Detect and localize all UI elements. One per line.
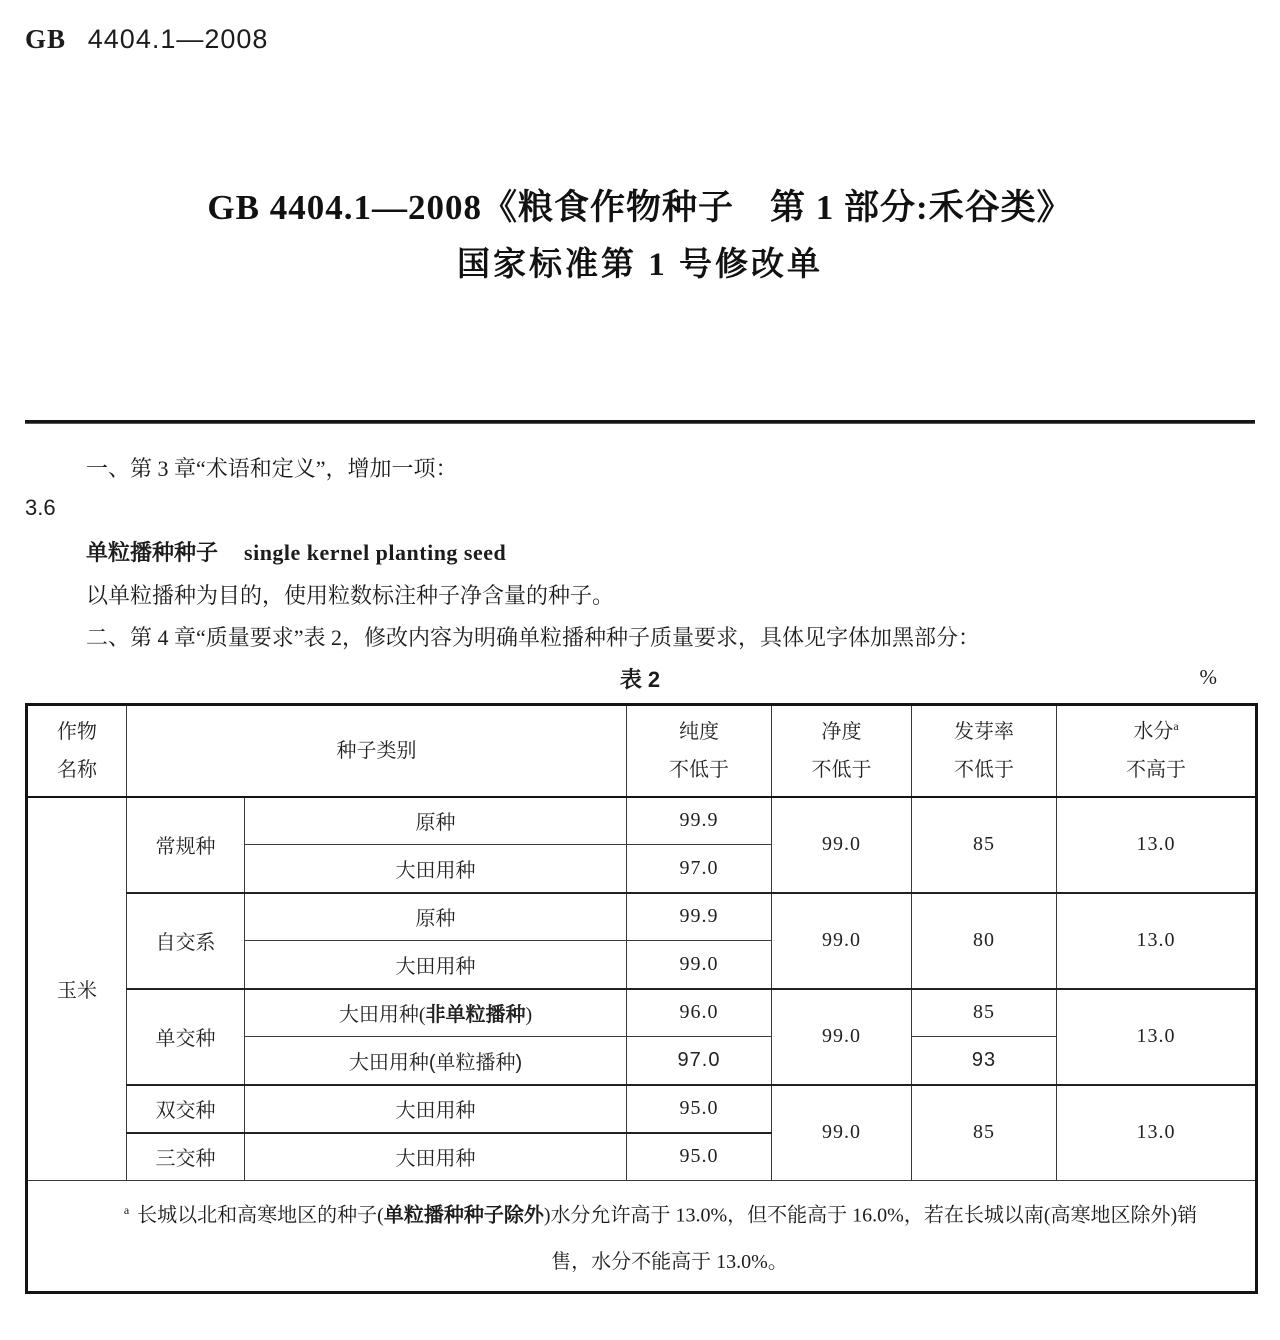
- table-caption-row: [25, 663, 1255, 697]
- table-caption: 表 2: [619, 667, 661, 692]
- seed-type-cell: 大田用种: [245, 941, 627, 989]
- moisture-cell: 13.0: [1057, 989, 1257, 1085]
- paragraph-amendment-2: 二、第 4 章“质量要求”表 2，修改内容为明确单粒播种种子质量要求，具体见字体加黑部分：: [86, 625, 981, 650]
- header-moisture: 水分$^a$ 不高于: [1057, 705, 1257, 797]
- moisture-cell: 13.0: [1057, 893, 1257, 989]
- doc-code-prefix: GB: [25, 24, 67, 54]
- cleanness-cell: 99.0: [772, 797, 912, 893]
- germination-cell: 85: [912, 797, 1057, 893]
- table-row: [27, 797, 1257, 845]
- purity-cell: 99.0: [627, 941, 772, 989]
- germination-cell: 85: [912, 989, 1057, 1037]
- cleanness-cell: 99.0: [772, 893, 912, 989]
- purity-cell: 99.9: [627, 797, 772, 845]
- term-english: single kernel planting seed: [244, 540, 507, 565]
- term-definition: 以单粒播种为目的，使用粒数标注种子净含量的种子。: [86, 583, 615, 608]
- footnote-text: $^a$ 长城以北和高寒地区的种子(单粒播种种子除外)水分允许高于 13.0%，但不能高于 16.0%，若在长城以南(高寒地区除外)销售，水分不能高于 13.0%。: [123, 1203, 1198, 1273]
- category-cell: 常规种: [127, 797, 245, 893]
- purity-cell: 97.0: [627, 1037, 772, 1085]
- header-rule: [25, 420, 1255, 424]
- purity-cell: 97.0: [627, 845, 772, 893]
- bold-seed-type-text: 非单粒播种: [425, 1004, 526, 1027]
- header-crop-name: 作物 名称: [27, 705, 127, 797]
- footnote-marker: a: [123, 1203, 130, 1217]
- purity-cell: 95.0: [627, 1133, 772, 1181]
- germination-cell: 85: [912, 1085, 1057, 1181]
- seed-type-cell: 大田用种: [245, 1133, 627, 1181]
- table-row: [27, 1085, 1257, 1133]
- term-chinese: 单粒播种种子: [86, 540, 219, 565]
- moisture-cell: 13.0: [1057, 797, 1257, 893]
- seed-type-cell: 原种: [245, 797, 627, 845]
- germination-cell: 80: [912, 893, 1057, 989]
- table-row: [27, 989, 1257, 1037]
- header-seed-class: 种子类别: [127, 705, 627, 797]
- seed-type-cell: 大田用种(单粒播种): [245, 1037, 627, 1085]
- paragraph-amendment-1: 一、第 3 章“术语和定义”，增加一项：: [86, 456, 458, 481]
- table-footnote-row: [27, 1181, 1257, 1293]
- title-line-1: GB 4404.1—2008《粮食作物种子 第 1 部分:禾谷类》: [207, 188, 1073, 227]
- term-line: [86, 536, 506, 567]
- purity-cell: 99.9: [627, 893, 772, 941]
- table-header-row: [27, 705, 1257, 797]
- quality-requirements-table: [25, 703, 1258, 1294]
- doc-code-number: 4404.1—2008: [87, 24, 269, 54]
- purity-cell: 95.0: [627, 1085, 772, 1133]
- title-line-2: 国家标准第 1 号修改单: [457, 247, 823, 283]
- moisture-footnote-marker: a: [1173, 719, 1179, 734]
- germination-cell: 93: [912, 1037, 1057, 1085]
- seed-type-cell: 原种: [245, 893, 627, 941]
- table-row: [27, 893, 1257, 941]
- category-cell: 三交种: [127, 1133, 245, 1181]
- header-germination: 发芽率 不低于: [912, 705, 1057, 797]
- category-cell: 双交种: [127, 1085, 245, 1133]
- header-cleanness: 净度 不低于: [772, 705, 912, 797]
- purity-cell: 96.0: [627, 989, 772, 1037]
- seed-type-cell: 大田用种: [245, 1085, 627, 1133]
- footnote-bold-text: 单粒播种种子除外: [383, 1204, 544, 1227]
- crop-name-cell: 玉米: [27, 797, 127, 1181]
- seed-type-cell: 大田用种(非单粒播种): [245, 989, 627, 1037]
- doc-code: [25, 24, 268, 55]
- section-number: 3.6: [25, 495, 56, 520]
- table-unit-percent: %: [1199, 665, 1217, 689]
- seed-type-cell: 大田用种: [245, 845, 627, 893]
- moisture-cell: 13.0: [1057, 1085, 1257, 1181]
- header-purity: 纯度 不低于: [627, 705, 772, 797]
- cleanness-cell: 99.0: [772, 1085, 912, 1181]
- category-cell: 单交种: [127, 989, 245, 1085]
- cleanness-cell: 99.0: [772, 989, 912, 1085]
- category-cell: 自交系: [127, 893, 245, 989]
- table-footnote: [27, 1181, 1257, 1293]
